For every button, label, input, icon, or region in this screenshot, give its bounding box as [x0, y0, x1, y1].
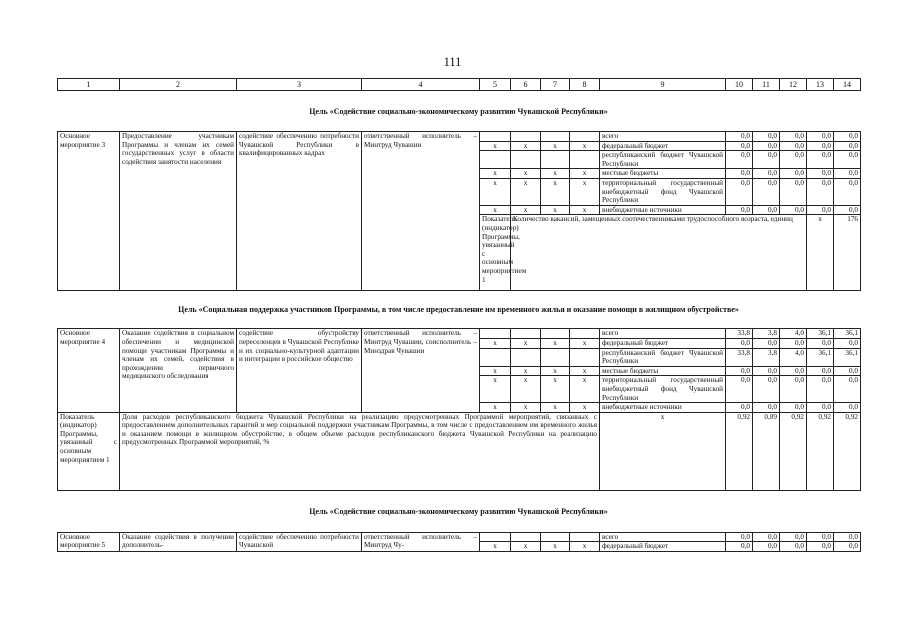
code-cell: x [480, 178, 511, 205]
value-cell: 0,0 [807, 169, 834, 179]
value-cell: 0,0 [726, 132, 753, 142]
value-cell: 0,0 [726, 169, 753, 179]
value-cell: 0,0 [807, 338, 834, 348]
value-cell: 0,0 [726, 151, 753, 169]
value-cell: 0,0 [780, 151, 807, 169]
value-cell: 0,0 [726, 366, 753, 376]
value-cell: 0,92 [807, 412, 834, 490]
value-cell: 0,0 [753, 376, 780, 403]
code-cell: x [570, 205, 600, 215]
col-number: 1 [58, 79, 120, 91]
code-cell: x [480, 376, 511, 403]
funding-source: федеральный бюджет [600, 338, 726, 348]
value-cell: 0,89 [753, 412, 780, 490]
value-cell: 0,0 [834, 132, 861, 142]
value-cell: 0,0 [780, 141, 807, 151]
value-cell: 0,0 [834, 151, 861, 169]
value-cell: 0,0 [834, 169, 861, 179]
code-cell: x [570, 178, 600, 205]
funding-source: территориальный государственный внебюджетный фонд Чувашской Республики [600, 178, 726, 205]
measure-5-table [57, 532, 861, 552]
value-cell: 0,0 [753, 403, 780, 413]
col-number: 12 [780, 79, 807, 91]
finance-row [58, 329, 861, 339]
col-number: 4 [362, 79, 480, 91]
code-cell: x [570, 376, 600, 403]
value-cell: 0,0 [726, 532, 753, 542]
measure-purpose: содействие обеспечению потребности Чувашской Республики в квалифицированных кадрах [237, 132, 362, 291]
value-cell: 0,0 [807, 366, 834, 376]
value-cell: 0,0 [780, 532, 807, 542]
code-cell: x [511, 376, 541, 403]
code-cell: x [480, 338, 511, 348]
col-number: 11 [753, 79, 780, 91]
value-cell: 0,0 [726, 141, 753, 151]
col-number: 5 [480, 79, 511, 91]
value-cell: 0,0 [834, 366, 861, 376]
value-cell: 3,8 [753, 329, 780, 339]
value-cell: 0,0 [780, 205, 807, 215]
code-cell: x [600, 412, 726, 490]
value-cell: 33,8 [726, 329, 753, 339]
measure-name: Основное мероприятие 4 [58, 329, 120, 412]
funding-source: федеральный бюджет [600, 141, 726, 151]
code-cell: x [570, 366, 600, 376]
measure-name: Основное мероприятие 3 [58, 132, 120, 291]
code-cell: x [570, 542, 600, 552]
value-cell: 0,0 [753, 132, 780, 142]
value-cell: 0,0 [807, 542, 834, 552]
indicator-row [58, 412, 861, 490]
value-cell: 0,0 [780, 178, 807, 205]
code-cell: x [511, 403, 541, 413]
code-cell: x [480, 366, 511, 376]
code-cell: x [480, 169, 511, 179]
value-cell: 0,0 [780, 132, 807, 142]
code-cell: x [541, 178, 570, 205]
funding-source: местные бюджеты [600, 169, 726, 179]
funding-source: внебюджетные источники [600, 403, 726, 413]
code-cell: x [480, 403, 511, 413]
col-number: 14 [834, 79, 861, 91]
code-cell: x [541, 542, 570, 552]
code-cell: x [570, 169, 600, 179]
value-cell: 0,0 [834, 376, 861, 403]
value-cell: 3,8 [753, 348, 780, 366]
value-cell: 0,0 [753, 169, 780, 179]
col-number: 10 [726, 79, 753, 91]
col-number: 2 [120, 79, 237, 91]
value-cell: 0,0 [753, 151, 780, 169]
value-cell: 0,0 [726, 338, 753, 348]
finance-row [58, 532, 861, 542]
value-cell: 0,0 [834, 532, 861, 542]
value-cell: 0,0 [834, 178, 861, 205]
code-cell: x [541, 338, 570, 348]
value-cell: 0,0 [807, 376, 834, 403]
value-cell: 0,0 [753, 532, 780, 542]
value-cell: 0,0 [753, 205, 780, 215]
code-cell: x [570, 403, 600, 413]
value-cell: 0,0 [807, 141, 834, 151]
measure-executor: ответственный исполнитель – Минтруд Чувашии, соисполнитель – Минздрав Чувашии [362, 329, 480, 412]
value-cell: 0,0 [807, 403, 834, 413]
measure-executor: ответственный исполнитель – Минтруд Чувашии [362, 132, 480, 291]
measure-name: Основное мероприятие 5 [58, 532, 120, 551]
value-cell: 0,0 [807, 178, 834, 205]
value-cell: 0,0 [834, 338, 861, 348]
value-cell: 36,1 [807, 348, 834, 366]
funding-source: всего [600, 532, 726, 542]
col-number: 13 [807, 79, 834, 91]
value-cell: 0,0 [780, 338, 807, 348]
measure-description: Оказание содействия в получении дополнитель- [120, 532, 237, 551]
value-cell: 0,0 [807, 532, 834, 542]
code-cell: x [480, 205, 511, 215]
page-number: 111 [443, 55, 462, 69]
value-cell: 0,0 [753, 338, 780, 348]
funding-source: территориальный государственный внебюджетный фонд Чувашской Республики [600, 376, 726, 403]
column-number-row [58, 79, 861, 91]
funding-source: республиканский бюджет Чувашской Республики [600, 348, 726, 366]
code-cell: x [541, 205, 570, 215]
code-cell: x [807, 215, 834, 291]
measure-executor: ответственный исполнитель – Минтруд Чу- [362, 532, 480, 551]
measure-description: Оказание содействия в социальном обеспечении и медицинской помощи участникам Программы и членам их семей, содействия в прохождении первичного медицинского обследования [120, 329, 237, 412]
code-cell: x [541, 169, 570, 179]
goal-heading-2: Цель «Социальная поддержка участников Программы, в том числе предоставление им временного жилья и оказание помощи в жилищном обустройстве» [178, 305, 739, 315]
goal-heading-3: Цель «Содействие социально-экономическому развитию Чувашской Республики» [309, 506, 608, 516]
code-cell: x [511, 141, 541, 151]
value-cell: 0,92 [726, 412, 753, 490]
value-cell: 0,0 [726, 205, 753, 215]
code-cell: x [511, 178, 541, 205]
value-cell: 0,0 [726, 403, 753, 413]
measure-3-table [57, 131, 861, 291]
value-cell: 0,0 [753, 542, 780, 552]
value-cell: 33,8 [726, 348, 753, 366]
value-cell: 0,92 [780, 412, 807, 490]
value-cell: 0,0 [780, 542, 807, 552]
measure-4-table [57, 328, 861, 490]
value-cell: 0,0 [726, 376, 753, 403]
funding-source: внебюджетные источники [600, 205, 726, 215]
code-cell: x [480, 141, 511, 151]
value-cell: 0,0 [753, 141, 780, 151]
value-cell: 0,0 [780, 403, 807, 413]
code-cell: x [570, 338, 600, 348]
value-cell: 0,0 [753, 366, 780, 376]
code-cell: x [541, 376, 570, 403]
col-number: 8 [570, 79, 600, 91]
funding-source: всего [600, 329, 726, 339]
value-cell: 36,1 [834, 329, 861, 339]
indicator-text: Доля расходов республиканского бюджета Чувашской Республики на реализацию предусмотренных Программой мероприятий, связанных с предоставлением дополнительных гарантий и мер социальной поддержки участникам Программы, в том числе с предоставлением им временного жилья и оказанием помощи в жилищном обустройстве, в общем объеме расходов республиканского бюджета Чувашской Республики на реализацию предусмотренных Программой мероприятий, % [120, 412, 600, 490]
code-cell: x [541, 366, 570, 376]
value-cell: 0,0 [753, 178, 780, 205]
indicator-label: Показатель (индикатор) Программы, увязанный с основным мероприятием 1 [480, 215, 511, 291]
funding-source: республиканский бюджет Чувашской Республики [600, 151, 726, 169]
code-cell: x [480, 542, 511, 552]
code-cell: x [511, 205, 541, 215]
value-cell: 0,0 [807, 132, 834, 142]
value-cell: 4,0 [780, 348, 807, 366]
value-cell: 176 [834, 215, 861, 291]
value-cell: 0,0 [807, 151, 834, 169]
measure-purpose: содействие обеспечению потребности Чувашской [237, 532, 362, 551]
funding-source: федеральный бюджет [600, 542, 726, 552]
measure-description: Предоставление участникам Программы и членам их семей государственных услуг в области содействия занятости населения [120, 132, 237, 291]
code-cell: x [511, 542, 541, 552]
value-cell: 0,0 [780, 169, 807, 179]
value-cell: 0,0 [726, 542, 753, 552]
finance-row [58, 132, 861, 142]
value-cell: 0,0 [834, 403, 861, 413]
goal-heading-1: Цель «Содействие социально-экономическому развитию Чувашской Республики» [309, 106, 608, 116]
value-cell: 0,0 [834, 542, 861, 552]
code-cell: x [570, 141, 600, 151]
value-cell: 0,0 [780, 366, 807, 376]
value-cell: 0,0 [780, 376, 807, 403]
code-cell: x [511, 338, 541, 348]
col-number: 7 [541, 79, 570, 91]
code-cell: x [511, 366, 541, 376]
col-number: 6 [511, 79, 541, 91]
value-cell: 0,0 [726, 178, 753, 205]
column-header-table [57, 78, 861, 91]
col-number: 3 [237, 79, 362, 91]
program-table-sheet [57, 78, 860, 552]
code-cell: x [541, 403, 570, 413]
funding-source: всего [600, 132, 726, 142]
value-cell: 36,1 [834, 348, 861, 366]
measure-purpose: содействие обустройству переселенцев в Чувашской Республике и их социально-культурной адаптации и интеграции в российское общество [237, 329, 362, 412]
code-cell: x [511, 169, 541, 179]
indicator-label: Показатель (индикатор) Программы, увязанный с основным мероприятием 1 [58, 412, 120, 490]
indicator-text: Количество вакансий, замещенных соотечественниками трудоспособного возраста, единиц [511, 215, 807, 291]
code-cell: x [541, 141, 570, 151]
value-cell: 4,0 [780, 329, 807, 339]
value-cell: 0,0 [834, 205, 861, 215]
value-cell: 0,92 [834, 412, 861, 490]
value-cell: 36,1 [807, 329, 834, 339]
funding-source: местные бюджеты [600, 366, 726, 376]
col-number: 9 [600, 79, 726, 91]
value-cell: 0,0 [807, 205, 834, 215]
value-cell: 0,0 [834, 141, 861, 151]
